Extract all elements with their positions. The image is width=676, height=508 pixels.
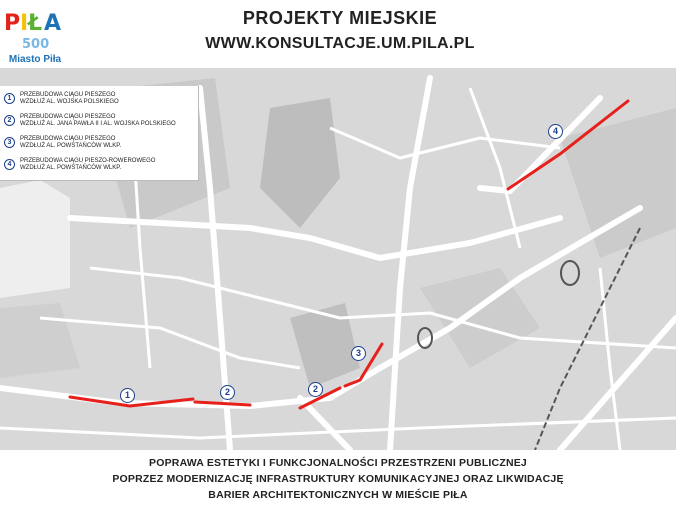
route-marker-1[interactable]: 1 [120,388,135,403]
legend-number-2: 2 [4,115,15,126]
footer-line-2: POPRZEZ MODERNIZACJĘ INFRASTRUKTURY KOMUNIKACYJNEJ ORAZ LIKWIDACJĘ [112,473,564,485]
legend-text-2 [20,114,176,128]
page-header [110,8,570,53]
svg-text:I: I [20,11,29,36]
legend-item-2 [4,114,176,128]
legend-text-4-line2: WZDŁUŻ AL. POWSTAŃCÓW WLKP. [20,165,122,171]
page-title: PROJEKTY MIEJSKIE [242,8,438,28]
legend-text-4-line1: PRZEBUDOWA CIĄGU PIESZO-ROWEROWEGO [20,158,156,164]
website-url: WWW.KONSULTACJE.UM.PILA.PL [205,35,475,52]
route-marker-4[interactable]: 4 [548,124,563,139]
route-marker-2a[interactable]: 2 [220,385,235,400]
footer-line-1: POPRAWA ESTETYKI I FUNKCJONALNOŚCI PRZESTRZENI PUBLICZNEJ [149,457,527,469]
legend-item-3 [4,136,121,150]
legend-number-3: 3 [4,137,15,148]
route-marker-2b[interactable]: 2 [308,382,323,397]
legend-text-3-line2: WZDŁUŻ AL. POWSTAŃCÓW WLKP. [20,143,122,149]
route-marker-3[interactable]: 3 [351,346,366,361]
logo-graphic [2,4,66,54]
legend-text-2-line1: PRZEBUDOWA CIĄGU PIESZEGO [20,114,116,120]
svg-text:P: P [4,11,21,36]
legend-number-1: 1 [4,93,15,104]
legend-text-3 [20,136,121,150]
legend-text-1 [20,92,119,106]
map-legend [0,86,199,181]
page-footer [60,455,616,503]
legend-text-1-line1: PRZEBUDOWA CIĄGU PIESZEGO [20,92,116,98]
svg-text:A: A [44,11,62,36]
svg-text:Ł: Ł [28,11,43,36]
legend-item-4 [4,158,155,172]
city-logo [2,4,66,66]
legend-number-4: 4 [4,159,15,170]
legend-item-1 [4,92,119,106]
legend-text-3-line1: PRZEBUDOWA CIĄGU PIESZEGO [20,136,116,142]
legend-text-2-line2: WZDŁUŻ AL. JANA PAWŁA II I AL. WOJSKA POLSKIEGO [20,121,176,127]
footer-line-3: BARIER ARCHITEKTONICZNYCH W MIEŚCIE PIŁA [208,489,468,501]
legend-text-4 [20,158,155,172]
legend-text-1-line2: WZDŁUŻ AL. WOJSKA POLSKIEGO [20,99,119,105]
svg-text:500: 500 [22,37,50,52]
logo-caption: Miasto Piła [8,54,62,65]
